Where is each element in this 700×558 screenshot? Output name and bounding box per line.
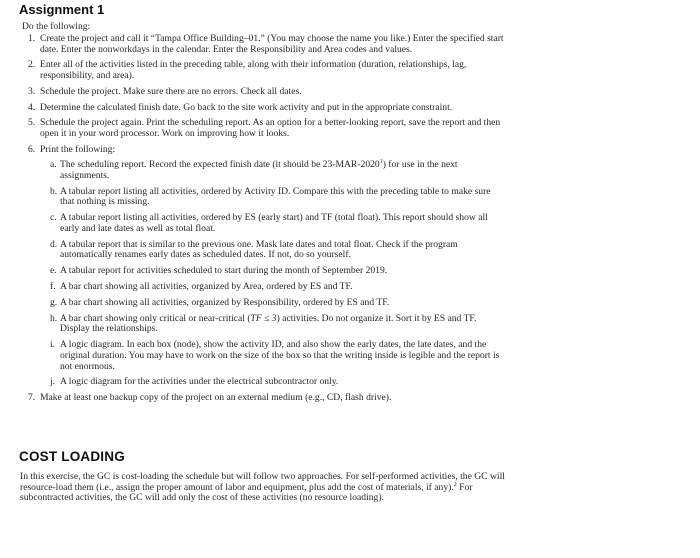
print-sublist xyxy=(50,159,500,388)
float-condition: TF ≤ 3 xyxy=(250,312,277,324)
subitem-g: g. A bar chart showing all activities, organized by Responsibility, ordered by ES and TF. xyxy=(50,297,390,308)
subitem-b: b. A tabular report listing all activities, ordered by Activity ID. Compare this with the preceding table to make sure that nothing is missing. xyxy=(50,185,491,208)
subitem-a: a. The scheduling report. Record the expected finish date (it should be 23-MAR-2020$^1$) for use in the next assignments. xyxy=(50,159,458,181)
footnote-ref-1: 1 xyxy=(379,159,383,166)
task-item-1: 1. Create the project and call it “Tampa Office Building–01.” (You may choose the name you like.) Enter the specified start date. Enter the nonworkdays in the calendar. Enter the Responsibility and Area codes and values. xyxy=(28,33,504,55)
page-title: Assignment 1 xyxy=(19,2,105,17)
cost-loading-paragraph: In this exercise, the GC is cost-loading the schedule but will follow two approaches. For self-performed activities, the GC will resource-load them (i.e., assign the proper amount of labor and equipment, plus add the cost of materials, if any).$^2$ For subcontracted activities, the GC will add only the cost of these activities (no resource loading). xyxy=(20,471,505,504)
task-item-2: 2. Enter all of the activities listed in the preceding table, along with their information (duration, relationships, lag, responsibility, and area). xyxy=(28,59,467,81)
task-list xyxy=(28,33,520,409)
task-item-5: 5. Schedule the project again. Print the scheduling report. As an option for a better-looking report, save the report and then open it in your word processor. Work on improving how it looks. xyxy=(28,117,501,139)
task-item-3: 3. Schedule the project. Make sure there are no errors. Check all dates. xyxy=(28,85,302,97)
subitem-i: i. A logic diagram. In each box (node), show the activity ID, and also show the early dates, the late dates, and the original duration. You may have to work on the size of the box so that the writing inside is legible and the report is not enormous. xyxy=(50,339,500,372)
subitem-d: d. A tabular report that is similar to the previous one. Mask late dates and total float. Check if the program automatically renames early dates as scheduled dates. If not, do so yourself. xyxy=(50,238,458,261)
intro-text: Do the following: xyxy=(22,21,91,32)
task-item-4: 4. Determine the calculated finish date. Go back to the site work activity and put in the appropriate constraint. xyxy=(28,101,453,113)
subitem-h: h. A bar chart showing only critical or near-critical (TF ≤ 3) activities. Do not organize it. Sort it by ES and TF. Display the relationships. xyxy=(50,312,477,335)
cost-loading-heading: COST LOADING xyxy=(19,449,125,464)
subitem-j: j. A logic diagram for the activities under the electrical subcontractor only. xyxy=(50,376,339,388)
task-item-6: 6. Print the following: a. The scheduling report. Record the expected finish date (it should be 23-MAR-2020$^1$) for use in the next assignments. b. A tabular report listing all activities, ordered by Activity ID. Compare this with the preceding table to make sure that nothing is missing. c. A tabular report listing all activities, ordered by ES (early start) and TF (total float). This report should show all early and late dates as well as total float. d. A tabular report that is similar to the previous one. Mask late dates and total float. Check if the program automatically renames early dates as scheduled dates. If not, do so yourself. e. A tabular report for activities scheduled to start during the month of September 2019. f. A bar chart showing all activities, organized by Area, ordered by ES and TF. g. A bar chart showing all activities, organized by Responsibility, ordered by ES and TF. h. A bar chart showing only critical or near-critical (TF ≤ 3) activities. Do not organize it. Sort it by ES and TF. Display the relationships. i. A logic diagram. In each box (node), show the activity ID, and also show the early dates, the late dates, and the original duration. You may have to work on the size of the box so that the writing inside is legible and the report is not enormous. j. A logic diagram for the activities under the electrical subcontractor only. xyxy=(28,143,500,388)
subitem-f: f. A bar chart showing all activities, organized by Area, ordered by ES and TF. xyxy=(50,281,353,293)
task-item-7: 7. Make at least one backup copy of the project on an external medium (e.g., CD, flash drive). xyxy=(28,392,392,404)
subitem-e: e. A tabular report for activities scheduled to start during the month of September 2019. xyxy=(50,265,388,277)
subitem-c: c. A tabular report listing all activities, ordered by ES (early start) and TF (total float). This report should show all early and late dates as well as total float. xyxy=(50,212,488,234)
footnote-ref-2: 2 xyxy=(453,481,457,488)
